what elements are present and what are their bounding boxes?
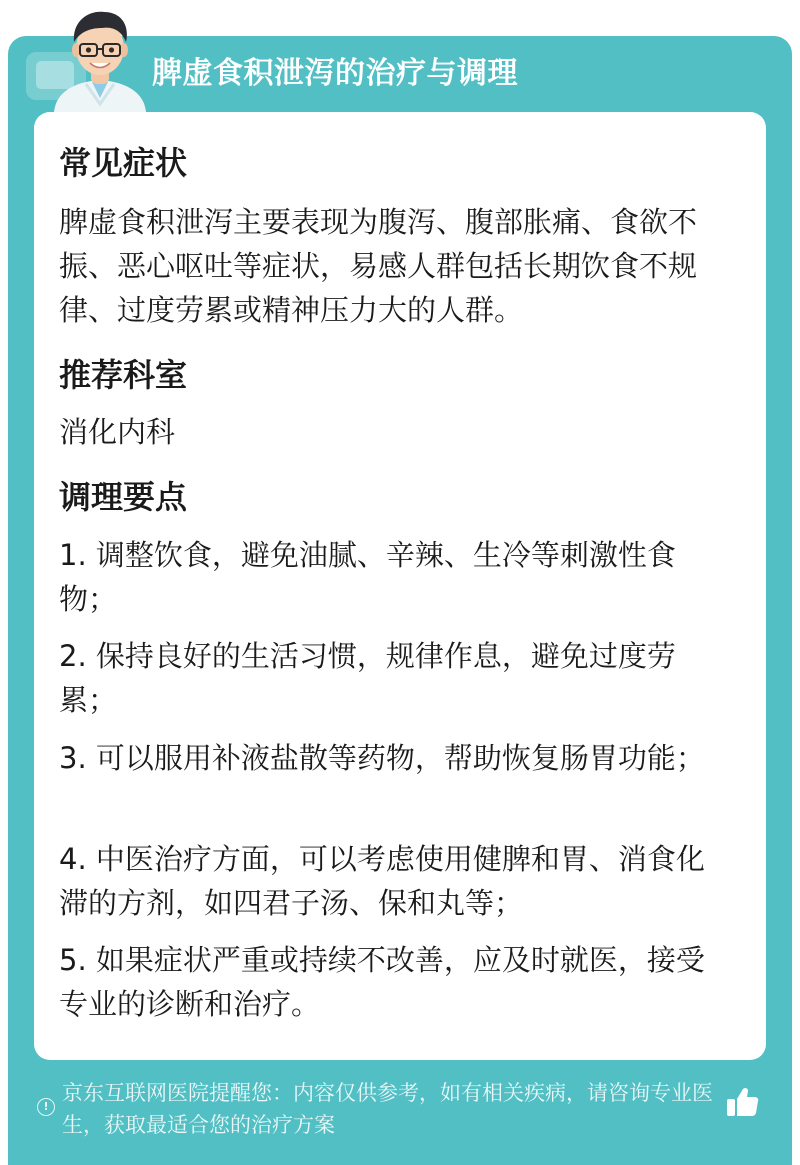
- doctor-avatar: [46, 6, 154, 112]
- care-item-4: 4. 中医治疗方面，可以考虑使用健脾和胃、消食化滞的方剂，如四君子汤、保和丸等；: [59, 842, 705, 920]
- info-icon: !: [37, 1098, 55, 1116]
- section-title-care: 调理要点: [59, 478, 188, 516]
- section-title-department: 推荐科室: [59, 356, 188, 394]
- section-title-symptoms: 常见症状: [59, 144, 188, 182]
- department-text: 消化内科: [59, 415, 176, 449]
- thumbs-up-icon[interactable]: [724, 1084, 760, 1120]
- care-item-3: 3. 可以服用补液盐散等药物，帮助恢复肠胃功能；: [59, 741, 705, 775]
- disclaimer-text: 京东互联网医院提醒您：内容仅供参考，如有相关疾病，请咨询专业医生，获取最适合您的治疗方案: [62, 1081, 713, 1137]
- care-item-1: 1. 调整饮食，避免油腻、辛辣、生冷等刺激性食物；: [59, 538, 676, 616]
- care-item-5: 5. 如果症状严重或持续不改善，应及时就医，接受专业的诊断和治疗。: [59, 943, 705, 1021]
- page-title: 脾虚食积泄泻的治疗与调理: [152, 56, 518, 91]
- symptoms-text: 脾虚食积泄泻主要表现为腹泻、腹部胀痛、食欲不振、恶心呕吐等症状，易感人群包括长期饮食不规律、过度劳累或精神压力大的人群。: [59, 205, 698, 327]
- content-panel: [34, 112, 766, 1060]
- care-item-2: 2. 保持良好的生活习惯，规律作息，避免过度劳累；: [59, 639, 676, 717]
